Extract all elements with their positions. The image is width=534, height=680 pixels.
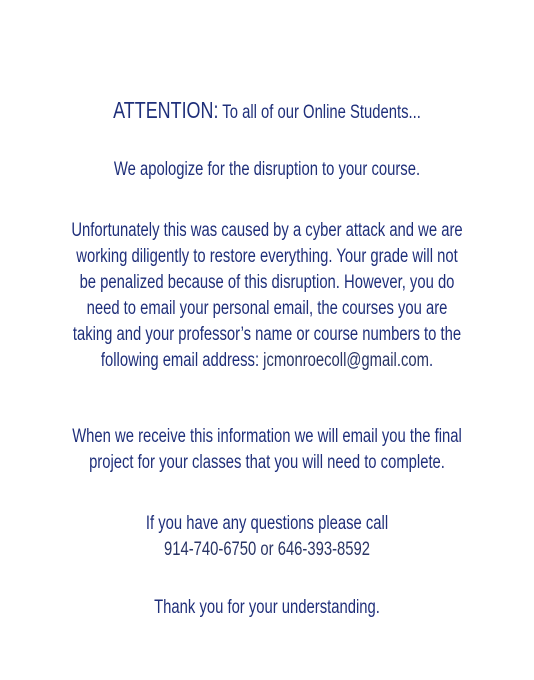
instructions-line: When we receive this information we will email you the final [72, 426, 462, 447]
attention-heading [59, 97, 476, 126]
contact-paragraph [59, 511, 476, 563]
email-line [59, 348, 476, 374]
thanks-text: Thank you for your understanding. [154, 597, 380, 618]
instructions-paragraph [59, 424, 476, 476]
closing-paragraph [59, 595, 476, 621]
apology-text: We apologize for the disruption to your course. [113, 159, 421, 180]
explanation-line: working diligently to restore everything. Your grade will not [76, 246, 458, 267]
phone-line [59, 537, 476, 563]
explanation-line: be penalized because of this disruption. However, you do [79, 272, 455, 293]
explanation-line: Unfortunately this was caused by a cyber attack and we are [71, 220, 463, 241]
explanation-line: need to email your personal email, the courses you are [86, 298, 448, 319]
phone-separator: or [256, 539, 278, 560]
phone-number-1: 914-740-6750 [163, 539, 257, 560]
instructions-line: project for your classes that you will need to complete. [89, 452, 445, 473]
email-address: jcmonroecoll@gmail.com [263, 350, 429, 371]
email-prefix: following email address: [100, 350, 264, 371]
email-suffix: . [428, 350, 434, 371]
phone-number-2: 646-393-8592 [277, 539, 370, 560]
attention-recipients: To all of our Online Students... [222, 102, 421, 123]
attention-label: ATTENTION: [113, 97, 219, 123]
explanation-paragraph [59, 218, 476, 374]
questions-text: If you have any questions please call [145, 513, 389, 534]
explanation-line: taking and your professor’s name or course numbers to the [72, 324, 462, 345]
apology-paragraph [59, 157, 476, 183]
